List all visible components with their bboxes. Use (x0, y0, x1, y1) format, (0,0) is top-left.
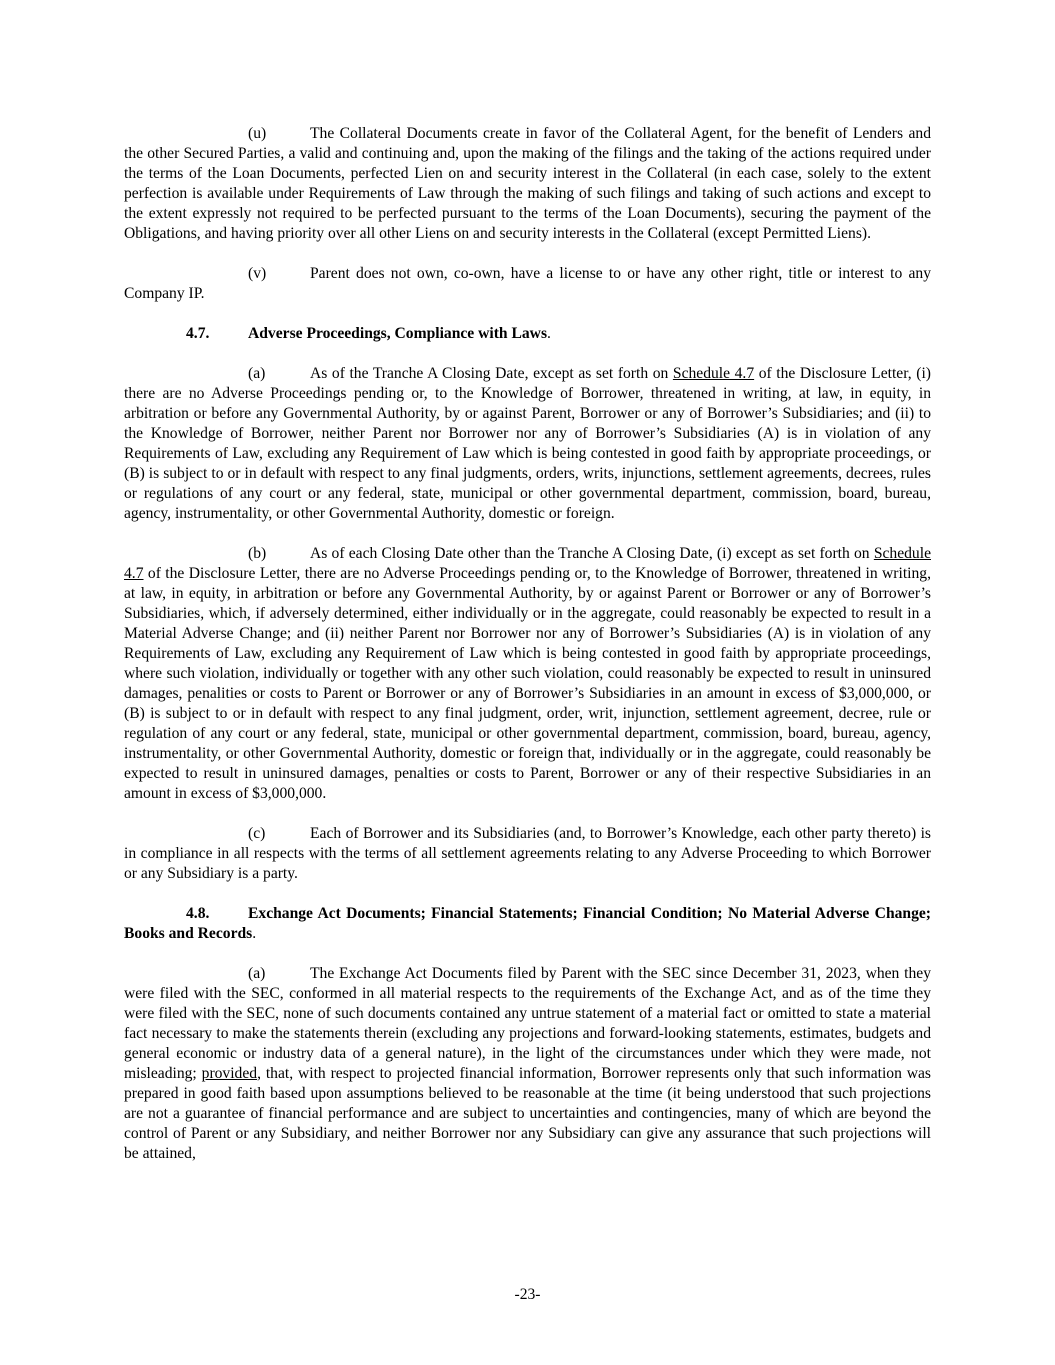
paragraph-text: Parent does not own, co-own, have a license to or have any other right, title or interest to any Company IP. (124, 265, 931, 302)
paragraph-text: of the Disclosure Letter, (i) there are no Adverse Proceedings pending or, to the Knowledge of Borrower, threatened in writing, at law, in equity, in arbitration or before any Governmental Authority, by or against Parent, Borrower or any of Borrower’s Subsidiaries; and (ii) to the Knowledge of Borrower, neither Parent nor Borrower nor any of Borrower’s Subsidiaries (A) is in violation of any Requirements of Law, excluding any Requirement of Law which is being contested in good faith by appropriate proceedings, or (B) is subject to or in default with respect to any final judgments, orders, writs, injunctions, settlement agreements, decrees, rules or regulations of any court or any federal, state, municipal or other governmental department, commission, board, bureau, agency, instrumentality, or other Governmental Authority, domestic or foreign. (124, 365, 931, 522)
paragraph-4-7-c (124, 824, 931, 884)
section-heading-4-7: 4.7. Adverse Proceedings, Compliance with Laws. (186, 325, 551, 342)
paragraph-4-7-a (124, 364, 931, 524)
section-number: 4.7. (186, 325, 210, 342)
paragraph-text: , that, with respect to projected financial information, Borrower represents only that such information was prepared in good faith based upon assumptions believed to be reasonable at the time (it being understood that such projections are not a guarantee of financial performance and are subject to uncertainties and contingencies, many of which are beyond the control of Parent or any Subsidiary, and neither Borrower nor any Subsidiary can give any assurance that such projections will be attained, (124, 1065, 932, 1162)
paragraph-text: The Exchange Act Documents filed by Parent with the SEC since December 31, 2023, when they were filed with the SEC, conformed in all material respects to the requirements of the Exchange Act, and as of the time they were filed with the SEC, none of such documents contained any untrue statement of a material fact or omitted to state a material fact necessary to make the statements therein (excluding any projections and forward-looking statements, estimates, budgets and general economic or industry data of a general nature), in the light of the circumstances under which they were made, not misleading; (124, 965, 931, 1082)
paragraph-label: (v) (248, 265, 267, 282)
section-number: 4.8. (186, 905, 210, 922)
paragraph-4-7-b (124, 544, 931, 804)
paragraph-4-8-a (124, 964, 931, 1164)
paragraph-label: (a) (248, 365, 266, 382)
page-number: -23- (514, 1286, 541, 1303)
schedule-reference: Schedule 4.7 (672, 365, 755, 382)
paragraph-label: (b) (248, 545, 267, 562)
paragraph-u (124, 124, 931, 244)
paragraph-text: The Collateral Documents create in favor of the Collateral Agent, for the benefit of Lenders and the other Secured Parties, a valid and continuing and, upon the making of the filings and the taking of the actions required under the terms of the Loan Documents, perfected Lien on and security interest in the Collateral (in each case, solely to the extent perfection is available under Requirements of Law through the making of such filings and taking of such actions and except to the extent expressly not required to be perfected pursuant to the terms of the Loan Documents), securing the payment of the Obligations, and having priority over all other Liens on and security interests in the Collateral (except Permitted Liens). (124, 125, 931, 242)
paragraph-label: (a) (248, 965, 266, 982)
schedule-reference: Schedule 4.7 (124, 545, 931, 582)
document-page (124, 124, 931, 1184)
paragraph-text: As of each Closing Date other than the Tranche A Closing Date, (i) except as set forth on (310, 545, 874, 562)
paragraph-label: (c) (248, 825, 266, 842)
paragraph-text: Each of Borrower and its Subsidiaries (and, to Borrower’s Knowledge, each other party thereto) is in compliance in all respects with the terms of all settlement agreements relating to any Adverse Proceeding to which Borrower or any Subsidiary is a party. (124, 825, 931, 882)
paragraph-text: As of the Tranche A Closing Date, except as set forth on (310, 365, 673, 382)
section-title: Exchange Act Documents; Financial Statements; Financial Condition; No Material Adverse Change; Books and Records (124, 905, 931, 942)
section-heading-4-8: 4.8. Exchange Act Documents; Financial Statements; Financial Condition; No Material Adverse Change; Books and Records. (124, 905, 931, 942)
defined-term-provided: provided (201, 1065, 258, 1082)
section-title: Adverse Proceedings, Compliance with Laws (248, 325, 548, 342)
paragraph-v (124, 264, 931, 304)
paragraph-text: of the Disclosure Letter, there are no Adverse Proceedings pending or, to the Knowledge of Borrower, threatened in writing, at law, in equity, in arbitration or before any Governmental Authority, by or against Parent or Borrower or any of Borrower’s Subsidiaries, which, if adversely determined, either individually or in the aggregate, could reasonably be expected to result in a Material Adverse Change; and (ii) neither Parent nor Borrower nor any of Borrower’s Subsidiaries (A) is in violation of any Requirements of Law, excluding any Requirement of Law which is being contested in good faith by appropriate proceedings, where such violation, individually or together with any other such violation, could reasonably be expected to result in uninsured damages, penalities or costs to Parent or Borrower or any of Borrower’s Subsidiaries in an amount in excess of $3,000,000, or (B) is subject to or in default with respect to any final judgment, order, writ, injunction, settlement agreement, decree, rule or regulation of any court or any federal, state, municipal or other governmental department, commission, board, bureau, agency, instrumentality, or other Governmental Authority, domestic or foreign that, individually or in the aggregate, could reasonably be expected to result in uninsured damages, penalties or costs to Parent, Borrower or any of their respective Subsidiaries in an amount in excess of $3,000,000. (124, 565, 931, 802)
paragraph-label: (u) (248, 125, 267, 142)
